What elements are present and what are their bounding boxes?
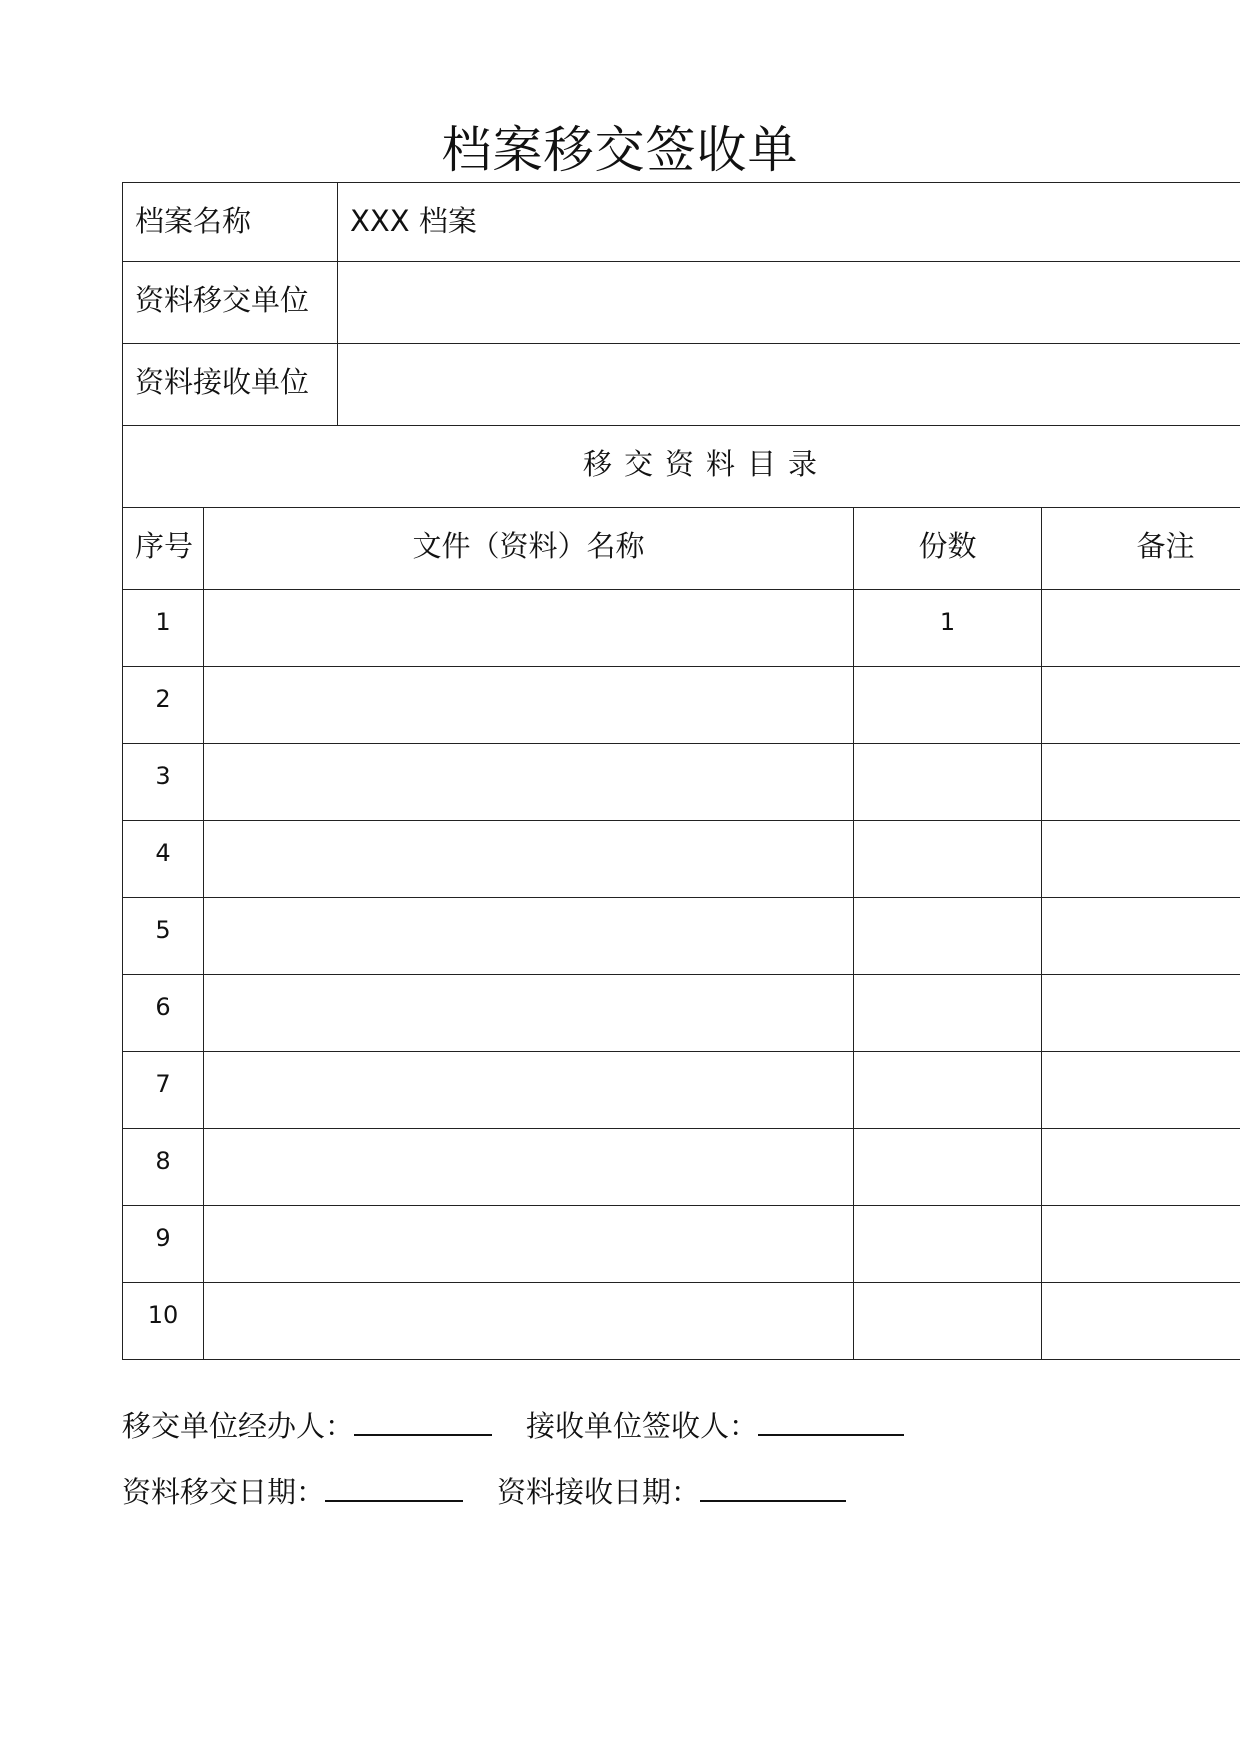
row-name-cell[interactable]	[204, 821, 854, 898]
row-name-cell[interactable]	[204, 1206, 854, 1283]
table-row	[123, 975, 1240, 1052]
info-row-receive-unit	[123, 344, 1240, 426]
row-copies-cell[interactable]	[854, 821, 1042, 898]
row-copies-cell[interactable]	[854, 667, 1042, 744]
row-no: 4	[123, 821, 204, 898]
row-name-cell[interactable]	[204, 1283, 854, 1360]
row-name-cell[interactable]	[204, 590, 854, 667]
table-row	[123, 1206, 1240, 1283]
table-row	[123, 744, 1240, 821]
row-remark-cell[interactable]	[1042, 1283, 1240, 1360]
table-row	[123, 1052, 1240, 1129]
row-copies-cell[interactable]	[854, 1283, 1042, 1360]
row-remark-cell[interactable]	[1042, 1129, 1240, 1206]
row-name-cell[interactable]	[204, 667, 854, 744]
row-copies-cell[interactable]	[854, 1129, 1042, 1206]
row-no: 3	[123, 744, 204, 821]
row-name-cell[interactable]	[204, 975, 854, 1052]
header-remark: 备注	[1042, 508, 1240, 590]
table-row	[123, 590, 1240, 667]
table-row	[123, 1283, 1240, 1360]
row-no: 1	[123, 590, 204, 667]
transfer-date-blank[interactable]	[325, 1470, 463, 1502]
table-row	[123, 898, 1240, 975]
row-remark-cell[interactable]	[1042, 1206, 1240, 1283]
row-remark-cell[interactable]	[1042, 821, 1240, 898]
row-remark-cell[interactable]	[1042, 667, 1240, 744]
row-copies-cell[interactable]	[854, 975, 1042, 1052]
row-no: 5	[123, 898, 204, 975]
catalog-header-row	[123, 508, 1240, 590]
row-no: 9	[123, 1206, 204, 1283]
row-remark-cell[interactable]	[1042, 590, 1240, 667]
receive-date-blank[interactable]	[700, 1470, 846, 1502]
transfer-handler-blank[interactable]	[354, 1404, 492, 1436]
transfer-handler-label: 移交单位经办人：	[122, 1409, 355, 1443]
table-row	[123, 821, 1240, 898]
row-remark-cell[interactable]	[1042, 1052, 1240, 1129]
archive-name-value[interactable]: XXX 档案	[338, 183, 1240, 262]
transfer-date-label: 资料移交日期：	[122, 1475, 326, 1509]
table-row	[123, 1129, 1240, 1206]
signature-line-dates	[122, 1470, 846, 1512]
row-no: 7	[123, 1052, 204, 1129]
catalog-section-row	[123, 426, 1240, 508]
row-copies-cell[interactable]	[854, 1052, 1042, 1129]
row-no: 10	[123, 1283, 204, 1360]
row-name-cell[interactable]	[204, 1052, 854, 1129]
row-remark-cell[interactable]	[1042, 898, 1240, 975]
transfer-unit-label: 资料移交单位	[123, 262, 338, 344]
header-copies: 份数	[854, 508, 1042, 590]
row-name-cell[interactable]	[204, 898, 854, 975]
table-row	[123, 667, 1240, 744]
header-name: 文件（资料）名称	[204, 508, 854, 590]
row-remark-cell[interactable]	[1042, 744, 1240, 821]
signature-line-handlers	[122, 1404, 904, 1446]
archive-name-label: 档案名称	[123, 183, 338, 262]
header-no: 序号	[123, 508, 204, 590]
row-name-cell[interactable]	[204, 1129, 854, 1206]
catalog-section-title: 移交资料目录	[123, 426, 1240, 508]
row-no: 8	[123, 1129, 204, 1206]
row-no: 2	[123, 667, 204, 744]
info-row-archive-name	[123, 183, 1240, 262]
transfer-unit-value[interactable]	[338, 262, 1240, 344]
receive-unit-label: 资料接收单位	[123, 344, 338, 426]
receive-date-label: 资料接收日期：	[497, 1475, 701, 1509]
row-no: 6	[123, 975, 204, 1052]
row-name-cell[interactable]	[204, 744, 854, 821]
receiver-signer-label: 接收单位签收人：	[526, 1409, 759, 1443]
page-title: 档案移交签收单	[441, 121, 799, 179]
row-copies-cell[interactable]	[854, 744, 1042, 821]
receiver-signer-blank[interactable]	[758, 1404, 904, 1436]
row-remark-cell[interactable]	[1042, 975, 1240, 1052]
receive-unit-value[interactable]	[338, 344, 1240, 426]
row-copies-cell[interactable]	[854, 898, 1042, 975]
row-copies-cell[interactable]	[854, 1206, 1042, 1283]
info-row-transfer-unit	[123, 262, 1240, 344]
transfer-form-table	[122, 182, 1240, 1360]
row-copies-cell[interactable]: 1	[854, 590, 1042, 667]
